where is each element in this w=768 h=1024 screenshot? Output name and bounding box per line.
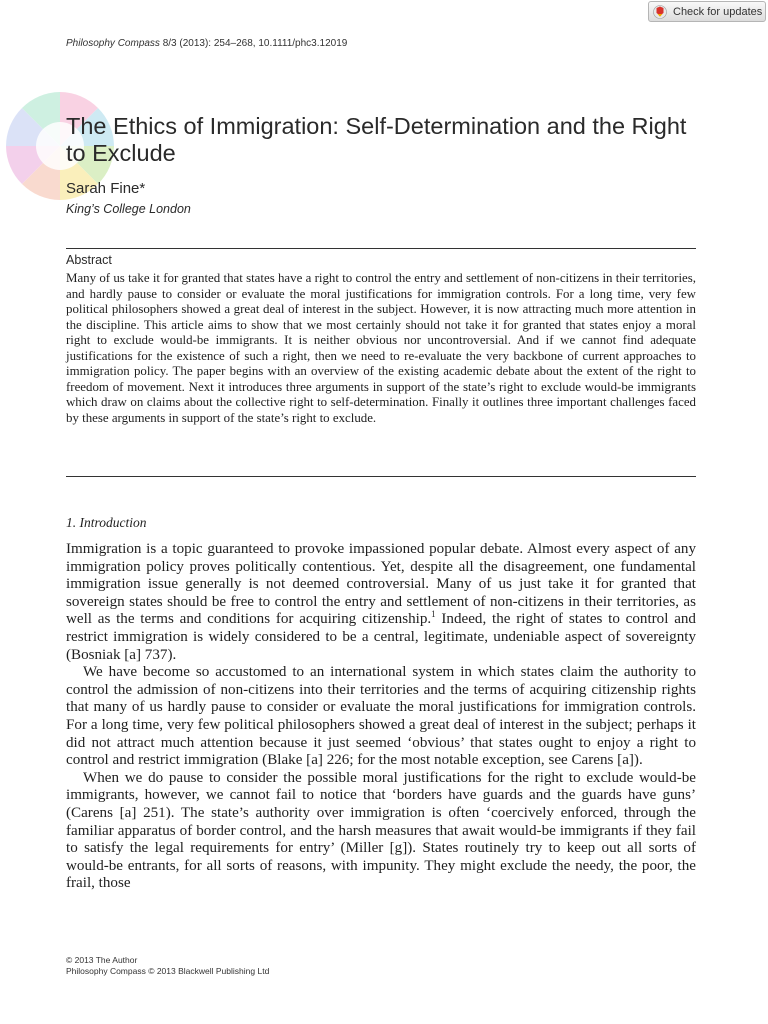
paragraph-1-part-a: Immigration is a topic guaranteed to provoke impassioned popular debate. Almost every aspect of any immigration policy proves politically contentious. Yet, despite all the disagreement, one fundamental immigration issue generally is not deemed controversial. Many of us just take it for granted that sovereign states should be free to control the entry and settlement of non-citizens in their territories, as well as the terms and conditions for acquiring citizenship. <box>66 541 696 628</box>
check-for-updates-label: Check for updates <box>673 5 763 18</box>
introduction-body <box>66 541 696 893</box>
introduction-paragraph-2: We have become so accustomed to an international system in which states claim the authority to control the admission of non-citizens into their territories and the terms of acquiring citizenship rights that many of us hardly pause to consider or evaluate the moral justifications for immigration controls. For a long time, very few political philosophers showed a great deal of interest in the subject; perhaps it did not attract much attention because it just seemed ‘obvious’ that states ought to enjoy a right to control and restrict immigration (Blake [a] 226; for the most notable exception, see Carens [a]). <box>66 664 696 769</box>
section-heading-introduction: 1. Introduction <box>66 515 147 530</box>
journal-name: Philosophy Compass <box>66 38 160 49</box>
copyright-line-1: © 2013 The Author <box>66 955 138 965</box>
journal-details: 8/3 (2013): 254–268, 10.1111/phc3.12019 <box>159 38 348 49</box>
author-name: Sarah Fine* <box>66 180 146 197</box>
abstract-heading: Abstract <box>66 253 112 267</box>
copyright-line-2: Philosophy Compass © 2013 Blackwell Publishing Ltd <box>66 965 270 976</box>
update-badge-icon <box>653 5 667 19</box>
paragraph-1-part-b: Indeed, the right of states to control and restrict immigration is widely considered to be a central, legitimate, undeniable aspect of sovereignty (Bosniak [a] 737). <box>66 611 696 663</box>
copyright-footer <box>66 955 269 976</box>
introduction-paragraph-3: When we do pause to consider the possible moral justifications for the right to exclude would-be immigrants, however, we cannot fail to notice that ‘borders have guards and the guards have guns’ (Carens [a] 251). The state’s authority over immigration is often ‘coercively enforced, through the familiar apparatus of border control, and the harsh measures that await would-be immigrants if they fail to satisfy the legal requirements for entry’ (Miller [g]). States routinely try to keep out all sorts of would-be entrants, for all sorts of reasons, with impunity. They might exclude the needy, the poor, the frail, those <box>66 769 696 892</box>
article-title: The Ethics of Immigration: Self-Determination and the Right to Exclude <box>66 113 687 166</box>
journal-citation <box>66 38 347 49</box>
abstract-bottom-rule <box>66 476 696 477</box>
abstract-text: Many of us take it for granted that states have a right to control the entry and settlement of non-citizens in their territories, and hardly pause to consider or evaluate the moral justifications for immigration controls. For a long time, very few political philosophers showed a great deal of interest in the subject. However, it is now attracting much more attention in the discipline. This article aims to show that we most certainly should not take it for granted that states enjoy a moral right to exclude would-be immigrants. It is neither obvious nor uncontroversial. And if we cannot find adequate justifications for the existence of such a right, then we need to re-evaluate the very backbone of current approaches to immigration policy. The paper begins with an overview of the existing academic debate about the extent of the right to freedom of movement. Next it introduces three arguments in support of the state’s right to exclude would-be immigrants which draw on claims about the collective right to self-determination. Finally it outlines three important challenges faced by these arguments in support of the state’s right to exclude. <box>66 271 696 425</box>
abstract-top-rule <box>66 248 696 249</box>
introduction-paragraph-1 <box>66 541 696 664</box>
footnote-marker-1[interactable]: 1 <box>431 609 436 620</box>
check-for-updates-button[interactable] <box>648 1 766 22</box>
author-affiliation: King’s College London <box>66 202 191 216</box>
